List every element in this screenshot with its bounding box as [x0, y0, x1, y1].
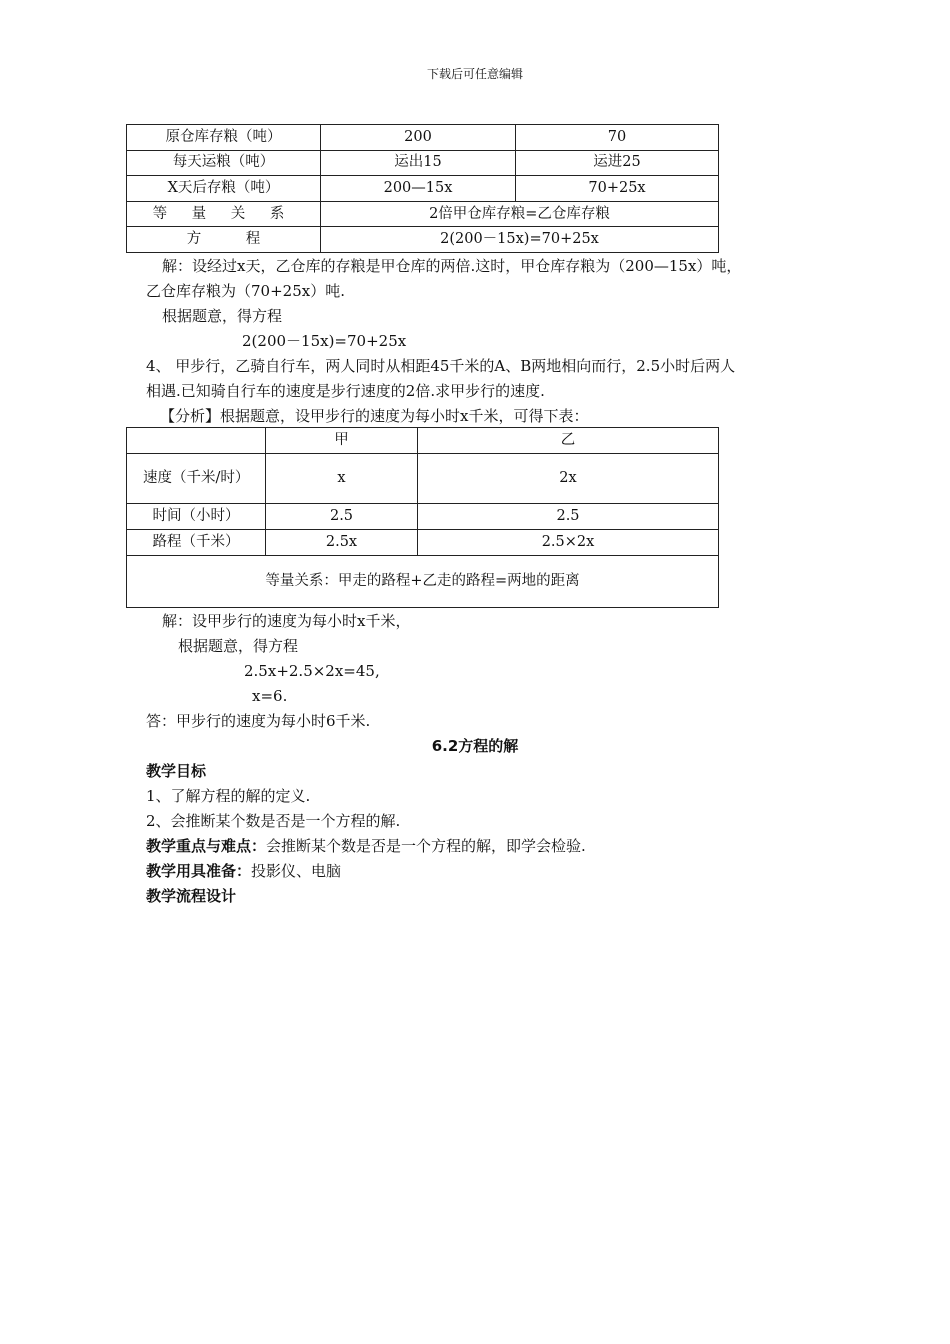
cell-warehouse-b: 70+25x	[516, 176, 719, 202]
goals-heading: 教学目标	[146, 762, 207, 780]
table-row	[127, 504, 719, 530]
cell-yi: 2.5×2x	[418, 530, 719, 556]
table-row	[127, 530, 719, 556]
row-label: 每天运粮（吨）	[127, 150, 321, 176]
table-row	[127, 556, 719, 608]
solution2-line2: 根据题意，得方程	[178, 637, 299, 655]
cell-warehouse-a: 200	[321, 125, 516, 151]
row-label: X天后存粮（吨）	[127, 176, 321, 202]
key-points-label: 教学重点与难点：	[146, 837, 267, 855]
relation-value: 2倍甲仓库存粮=乙仓库存粮	[321, 201, 719, 227]
table-row	[127, 150, 719, 176]
table-row	[127, 176, 719, 202]
header-jia: 甲	[266, 428, 418, 454]
table-header-row	[127, 428, 719, 454]
row-label: 时间（小时）	[127, 504, 266, 530]
problem4-line1: 4、 甲步行，乙骑自行车，两人同时从相距45千米的A、B两地相向而行，2.5小时后两人	[146, 357, 736, 375]
goal-2: 2、会推断某个数是否是一个方程的解.	[146, 812, 401, 830]
row-label: 原仓库存粮（吨）	[127, 125, 321, 151]
solution2-result: x=6.	[252, 687, 288, 705]
page-header-note: 下载后可任意编辑	[426, 67, 523, 81]
cell-yi: 2x	[418, 454, 719, 504]
cell-jia: 2.5x	[266, 530, 418, 556]
solution1-line2: 乙仓库存粮为（70+25x）吨.	[146, 282, 345, 300]
section-title: 6.2方程的解	[431, 737, 519, 755]
flow-heading: 教学流程设计	[146, 887, 237, 905]
cell-jia: x	[266, 454, 418, 504]
solution1-equation: 2(200－15x)=70+25x	[242, 332, 407, 350]
problem4-analysis: 【分析】根据题意，设甲步行的速度为每小时x千米，可得下表：	[160, 407, 589, 425]
table-row	[127, 201, 719, 227]
key-points	[146, 839, 586, 854]
row-label: 速度（千米/时）	[127, 454, 266, 504]
cell-warehouse-a: 200—15x	[321, 176, 516, 202]
header-yi: 乙	[418, 428, 719, 454]
table-row	[127, 227, 719, 253]
cell-warehouse-b: 运进25	[516, 150, 719, 176]
relation-label: 等 量 关 系	[127, 201, 321, 227]
goal-1: 1、了解方程的解的定义.	[146, 787, 311, 805]
tools-label: 教学用具准备：	[146, 862, 252, 880]
equation-value: 2(200－15x)=70+25x	[321, 227, 719, 253]
equation-label: 方 程	[127, 227, 321, 253]
solution1-line3: 根据题意，得方程	[162, 307, 283, 325]
speed-table	[126, 427, 719, 608]
warehouse-table	[126, 124, 719, 253]
problem4-line2: 相遇.已知骑自行车的速度是步行速度的2倍.求甲步行的速度.	[146, 382, 545, 400]
solution1-line1: 解：设经过x天，乙仓库的存粮是甲仓库的两倍.这时，甲仓库存粮为（200—15x）吨，	[162, 257, 742, 275]
solution2-line1: 解：设甲步行的速度为每小时x千米，	[162, 612, 411, 630]
cell-yi: 2.5	[418, 504, 719, 530]
cell-warehouse-a: 运出15	[321, 150, 516, 176]
solution2-equation: 2.5x+2.5×2x=45,	[244, 662, 380, 680]
cell-warehouse-b: 70	[516, 125, 719, 151]
relation-cell: 等量关系：甲走的路程+乙走的路程=两地的距离	[127, 556, 719, 608]
row-label: 路程（千米）	[127, 530, 266, 556]
header-blank	[127, 428, 266, 454]
table-row	[127, 125, 719, 151]
cell-jia: 2.5	[266, 504, 418, 530]
solution2-answer: 答：甲步行的速度为每小时6千米.	[146, 712, 371, 730]
tools-text: 投影仪、电脑	[251, 862, 342, 880]
key-points-text: 会推断某个数是否是一个方程的解，即学会检验.	[266, 837, 586, 855]
tools	[146, 864, 341, 879]
table-row	[127, 454, 719, 504]
